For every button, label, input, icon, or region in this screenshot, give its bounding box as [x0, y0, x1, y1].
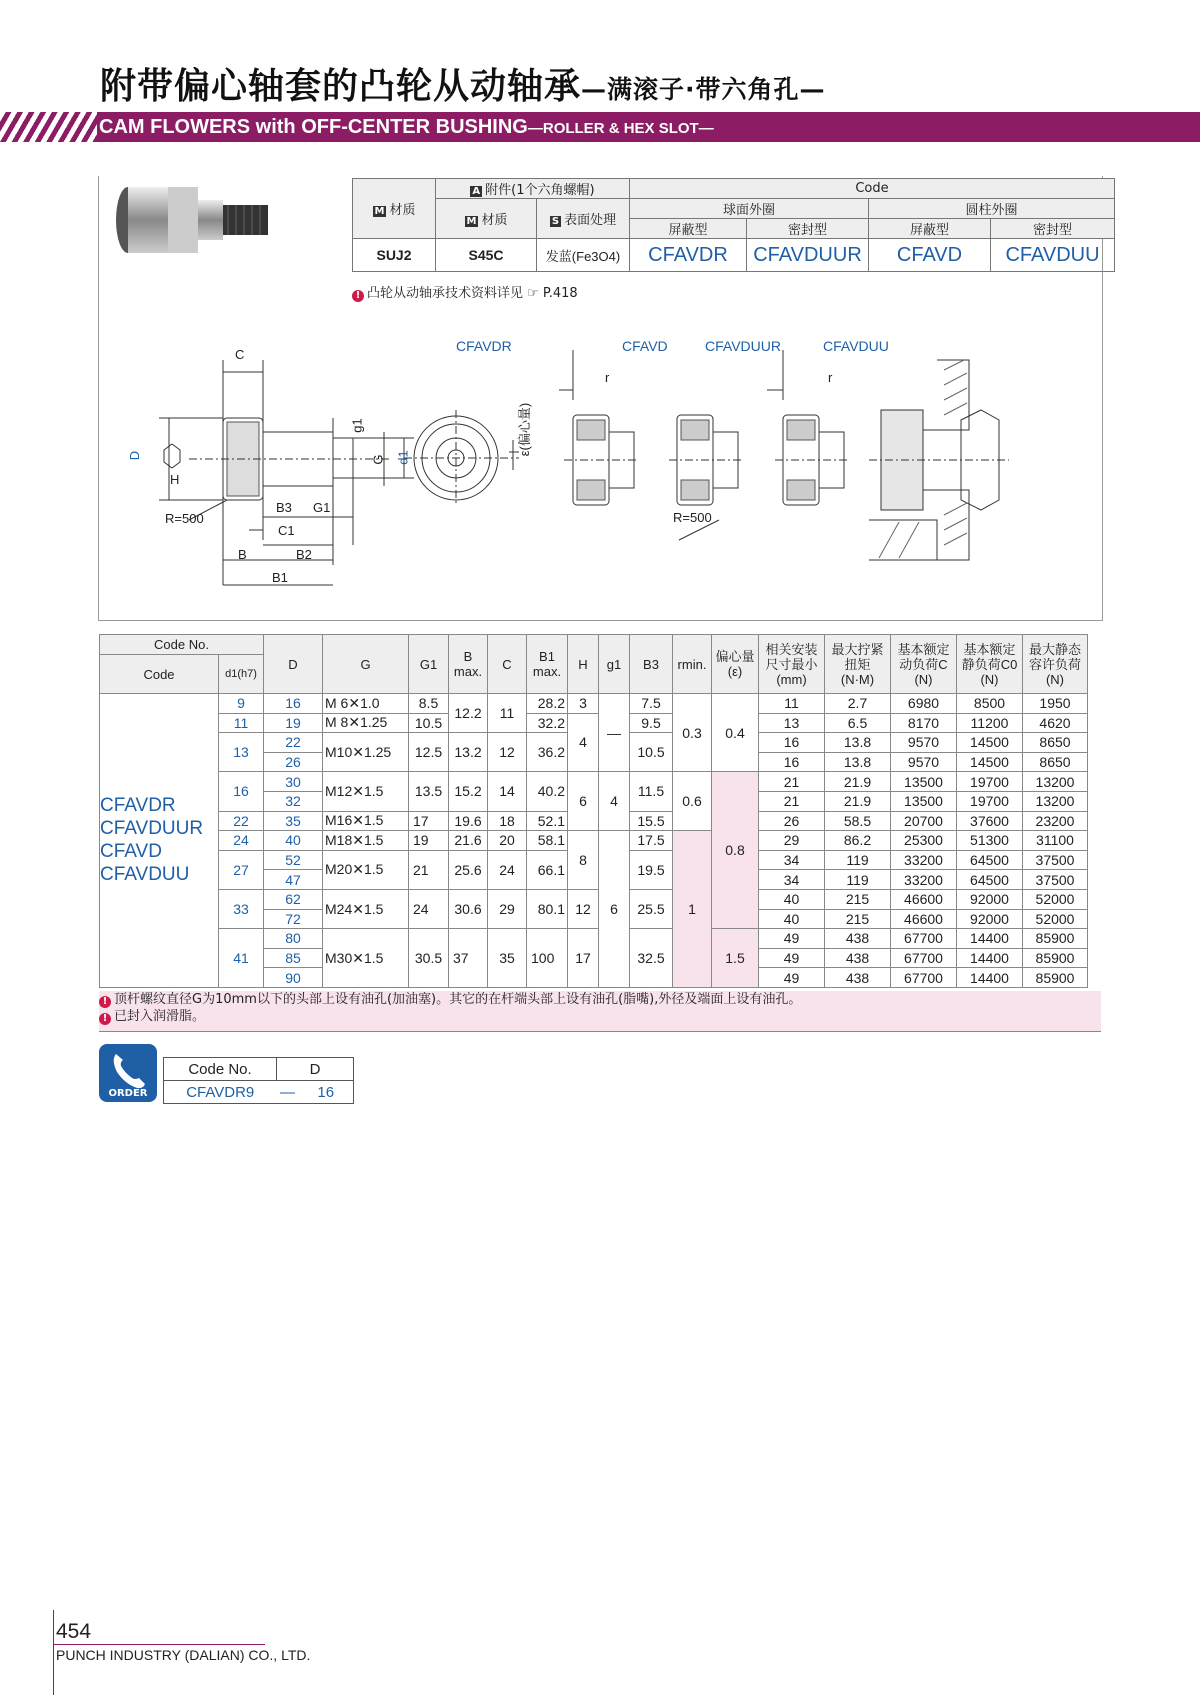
order-dash: — [277, 1081, 299, 1104]
company-name: PUNCH INDUSTRY (DALIAN) CO., LTD. [56, 1647, 311, 1663]
cell-torque: 438 [825, 968, 891, 988]
cell-b1: 28.2 [527, 694, 568, 714]
cell-b: 12.2 [449, 694, 488, 733]
cell-mount: 26 [759, 811, 825, 831]
cell-b: 19.6 [449, 811, 488, 831]
cell-b1: 52.1 [527, 811, 568, 831]
cell-dynamic: 8170 [891, 713, 957, 733]
cell-g1: 10.5 [409, 713, 449, 733]
cell-b: 21.6 [449, 831, 488, 851]
cell-b3: 25.5 [630, 889, 673, 928]
material-label: 材质 [389, 203, 416, 218]
cell-static: 64500 [957, 850, 1023, 870]
cell-b: 37 [449, 929, 488, 988]
order-h-d: D [277, 1058, 354, 1081]
cell-dynamic: 9570 [891, 733, 957, 753]
code-item: CFAVDR [100, 795, 176, 817]
cell-h: 17 [568, 929, 599, 988]
cell-d1: 9 [219, 694, 264, 714]
cell-torque: 119 [825, 850, 891, 870]
cell-static: 14400 [957, 968, 1023, 988]
th-torque: 最大拧紧 扭矩 (N·M) [825, 635, 891, 694]
attach-material-value: S45C [436, 239, 537, 272]
code-list [100, 694, 219, 988]
cell-h: 12 [568, 889, 599, 928]
order-table [163, 1057, 354, 1104]
dim-b3: B3 [276, 500, 292, 515]
dim-h: H [170, 472, 180, 487]
th-b: B max. [449, 635, 488, 694]
cell-d: 32 [264, 791, 323, 811]
cell-max-static: 85900 [1023, 968, 1088, 988]
cell-g1: 8.5 [409, 694, 449, 714]
dim-r-right: R=500 [673, 510, 712, 525]
technical-drawing [99, 340, 1099, 600]
cell-torque: 21.9 [825, 791, 891, 811]
code-item: CFAVD [100, 841, 162, 863]
code-cfavduu: CFAVDUU [991, 239, 1115, 272]
cell-d: 30 [264, 772, 323, 792]
diagram-label-cfavdr: CFAVDR [456, 338, 512, 354]
cell-dynamic: 67700 [891, 948, 957, 968]
tag-s: S [551, 216, 560, 227]
cell-c: 11 [488, 694, 527, 733]
th-dynamic: 基本额定 动负荷C (N) [891, 635, 957, 694]
code-cfavduur: CFAVDUUR [747, 239, 869, 272]
note-item [99, 991, 1101, 1008]
material-value: SUJ2 [353, 239, 436, 272]
title-en-main: CAM FLOWERS with OFF-CENTER BUSHING [99, 116, 528, 138]
title-en [99, 116, 714, 139]
cell-g1: 19 [409, 831, 449, 851]
dim-r-left: R=500 [165, 511, 204, 526]
attach-material-label: 材质 [481, 213, 508, 228]
cell-d1: 22 [219, 811, 264, 831]
cell-static: 11200 [957, 713, 1023, 733]
cell-max-static: 13200 [1023, 772, 1088, 792]
cell-static: 51300 [957, 831, 1023, 851]
surface-value: 发蓝(Fe3O4) [537, 239, 630, 272]
tag-m: M [374, 206, 385, 217]
cell-max-static: 8650 [1023, 752, 1088, 772]
cell-dynamic: 67700 [891, 968, 957, 988]
cell-max-static: 23200 [1023, 811, 1088, 831]
cell-g: M 6✕1.0 [323, 694, 409, 714]
code-item: CFAVDUU [100, 864, 190, 886]
cell-h: 6 [568, 772, 599, 831]
cell-b1: 80.1 [527, 889, 568, 928]
cell-mount: 40 [759, 889, 825, 909]
cell-g1: 24 [409, 889, 449, 928]
cell-b: 15.2 [449, 772, 488, 811]
cell-c: 20 [488, 831, 527, 851]
cell-max-static: 52000 [1023, 889, 1088, 909]
code-cfavdr: CFAVDR [630, 239, 747, 272]
order-label: ORDER [108, 1088, 148, 1099]
cell-eccentricity: 1.5 [712, 929, 759, 988]
cell-dynamic: 33200 [891, 850, 957, 870]
cell-g1-small: — [599, 694, 630, 772]
cell-d: 62 [264, 889, 323, 909]
th-code-no: Code No. [100, 635, 264, 655]
spec-table [99, 634, 1088, 988]
cell-d: 40 [264, 831, 323, 851]
cell-mount: 13 [759, 713, 825, 733]
cell-g1: 30.5 [409, 929, 449, 988]
cell-b: 13.2 [449, 733, 488, 772]
cell-mount: 29 [759, 831, 825, 851]
cell-d: 19 [264, 713, 323, 733]
dim-c1: C1 [278, 523, 295, 538]
dim-d: D [127, 450, 143, 461]
cell-rmin: 1 [673, 831, 712, 988]
cell-torque: 21.9 [825, 772, 891, 792]
diagram-label-cfavduur: CFAVDUUR [705, 338, 781, 354]
cell-dynamic: 46600 [891, 909, 957, 929]
alert-icon: ! [352, 290, 364, 302]
cell-b3: 32.5 [630, 929, 673, 988]
tag-a: A [472, 186, 481, 197]
th-d1: d1(h7) [219, 655, 264, 694]
cell-c: 14 [488, 772, 527, 811]
cell-static: 14500 [957, 752, 1023, 772]
th-rmin: rmin. [673, 635, 712, 694]
cell-mount: 49 [759, 929, 825, 949]
cell-mount: 16 [759, 733, 825, 753]
order-phone-icon [99, 1044, 157, 1102]
cell-c: 12 [488, 733, 527, 772]
cell-d: 22 [264, 733, 323, 753]
cell-mount: 40 [759, 909, 825, 929]
cell-static: 14400 [957, 948, 1023, 968]
cell-c: 29 [488, 889, 527, 928]
cell-d: 80 [264, 929, 323, 949]
material-table [352, 178, 1115, 272]
cell-h: 4 [568, 713, 599, 772]
th-h: H [568, 635, 599, 694]
cell-static: 19700 [957, 772, 1023, 792]
cell-d1: 16 [219, 772, 264, 811]
th-max-static: 最大静态 容许负荷 (N) [1023, 635, 1088, 694]
cell-max-static: 37500 [1023, 870, 1088, 890]
cell-dynamic: 9570 [891, 752, 957, 772]
th-static: 基本额定 静负荷C0 (N) [957, 635, 1023, 694]
cell-d: 85 [264, 948, 323, 968]
dim-b: B [238, 547, 247, 562]
cell-c: 35 [488, 929, 527, 988]
cell-d: 90 [264, 968, 323, 988]
cell-torque: 13.8 [825, 733, 891, 753]
dim-d1: d1 [395, 450, 411, 465]
reference-note-text: 凸轮从动轴承技术资料详见 ☞ P.418 [367, 286, 578, 301]
cell-d1: 24 [219, 831, 264, 851]
dim-r-2: r [828, 370, 833, 385]
cell-b3: 11.5 [630, 772, 673, 811]
cell-g: M 8✕1.25 [323, 713, 409, 733]
cell-h: 3 [568, 694, 599, 714]
reference-note [352, 282, 578, 302]
dim-g1: g1 [349, 418, 365, 433]
cell-max-static: 85900 [1023, 929, 1088, 949]
th-g1-small: g1 [599, 635, 630, 694]
th-b3: B3 [630, 635, 673, 694]
cell-dynamic: 20700 [891, 811, 957, 831]
cell-dynamic: 13500 [891, 791, 957, 811]
cell-d1: 41 [219, 929, 264, 988]
cell-b1: 58.1 [527, 831, 568, 851]
cell-max-static: 8650 [1023, 733, 1088, 753]
cell-eccentricity: 0.4 [712, 694, 759, 772]
dim-r-1: r [605, 370, 610, 385]
cell-g1-small: 4 [599, 772, 630, 831]
cell-mount: 11 [759, 694, 825, 714]
order-d-value: 16 [299, 1081, 354, 1104]
cell-max-static: 13200 [1023, 791, 1088, 811]
cell-g1: 21 [409, 850, 449, 889]
cell-mount: 21 [759, 791, 825, 811]
cell-torque: 119 [825, 870, 891, 890]
cell-d: 52 [264, 850, 323, 870]
cell-static: 92000 [957, 909, 1023, 929]
seal-type-1: 密封型 [747, 219, 869, 239]
cell-static: 19700 [957, 791, 1023, 811]
cell-b3: 15.5 [630, 811, 673, 831]
cell-torque: 6.5 [825, 713, 891, 733]
cell-d1: 33 [219, 889, 264, 928]
cell-g: M20✕1.5 [323, 850, 409, 889]
cell-g: M10✕1.25 [323, 733, 409, 772]
title-en-sub: —ROLLER & HEX SLOT— [527, 120, 714, 137]
cell-torque: 86.2 [825, 831, 891, 851]
cell-max-static: 85900 [1023, 948, 1088, 968]
cell-b3: 7.5 [630, 694, 673, 714]
product-photo [108, 180, 268, 260]
cell-c: 18 [488, 811, 527, 831]
cell-max-static: 4620 [1023, 713, 1088, 733]
page-title [100, 58, 826, 109]
cell-static: 37600 [957, 811, 1023, 831]
cell-b3: 9.5 [630, 713, 673, 733]
note-text: 已封入润滑脂。 [114, 1009, 206, 1024]
th-c: C [488, 635, 527, 694]
surface-label: 表面处理 [564, 213, 617, 228]
cell-static: 92000 [957, 889, 1023, 909]
cell-c: 24 [488, 850, 527, 889]
cell-d: 16 [264, 694, 323, 714]
th-d: D [264, 635, 323, 694]
cell-b: 30.6 [449, 889, 488, 928]
footer-line-horizontal [53, 1644, 265, 1645]
th-mount: 相关安装 尺寸最小 (mm) [759, 635, 825, 694]
dim-c: C [235, 347, 245, 362]
footer-line-vertical [53, 1610, 54, 1695]
cell-torque: 438 [825, 929, 891, 949]
cell-torque: 13.8 [825, 752, 891, 772]
cell-static: 14400 [957, 929, 1023, 949]
cell-b3: 19.5 [630, 850, 673, 889]
cell-max-static: 37500 [1023, 850, 1088, 870]
cell-b1: 40.2 [527, 772, 568, 811]
cell-eccentricity: 0.8 [712, 772, 759, 929]
cell-torque: 2.7 [825, 694, 891, 714]
cell-d: 35 [264, 811, 323, 831]
sphere-label: 球面外圈 [630, 199, 869, 219]
title-band [0, 112, 1200, 142]
dim-b2: B2 [296, 547, 312, 562]
cell-g1-small: 6 [599, 831, 630, 988]
tag-m2: M [466, 216, 477, 227]
cell-d1: 27 [219, 850, 264, 889]
cell-g: M12✕1.5 [323, 772, 409, 811]
shield-type-1: 屏蔽型 [630, 219, 747, 239]
cell-b: 25.6 [449, 850, 488, 889]
seal-type-2: 密封型 [991, 219, 1115, 239]
cell-dynamic: 33200 [891, 870, 957, 890]
shield-type-2: 屏蔽型 [869, 219, 991, 239]
cell-mount: 16 [759, 752, 825, 772]
cell-rmin: 0.3 [673, 694, 712, 772]
cell-static: 64500 [957, 870, 1023, 890]
cell-dynamic: 67700 [891, 929, 957, 949]
dim-b1: B1 [272, 570, 288, 585]
cell-g1: 12.5 [409, 733, 449, 772]
order-code-value: CFAVDR9 [164, 1081, 277, 1104]
cell-b3: 10.5 [630, 733, 673, 772]
cell-dynamic: 13500 [891, 772, 957, 792]
page-number: 454 [56, 1620, 92, 1643]
cell-d: 26 [264, 752, 323, 772]
cell-g1: 13.5 [409, 772, 449, 811]
cell-h: 8 [568, 831, 599, 890]
cell-g: M30✕1.5 [323, 929, 409, 988]
cell-b1: 32.2 [527, 713, 568, 733]
code-cfavd: CFAVD [869, 239, 991, 272]
title-cn: 附带偏心轴套的凸轮从动轴承 [100, 66, 582, 107]
cell-max-static: 1950 [1023, 694, 1088, 714]
cell-d: 72 [264, 909, 323, 929]
cell-b1: 36.2 [527, 733, 568, 772]
cell-max-static: 52000 [1023, 909, 1088, 929]
cell-static: 8500 [957, 694, 1023, 714]
band-stripes [0, 112, 100, 142]
spec-notes [99, 991, 1101, 1032]
cell-dynamic: 46600 [891, 889, 957, 909]
cell-rmin: 0.6 [673, 772, 712, 831]
diagram-label-cfavd: CFAVD [622, 338, 668, 354]
cell-static: 14500 [957, 733, 1023, 753]
th-b1: B1 max. [527, 635, 568, 694]
cell-torque: 215 [825, 909, 891, 929]
cell-mount: 21 [759, 772, 825, 792]
diagram-label-cfavduu: CFAVDUU [823, 338, 889, 354]
alert-icon: ! [99, 996, 111, 1008]
alert-icon: ! [99, 1013, 111, 1025]
attach-label: 附件(1个六角螺帽) [485, 183, 595, 198]
cell-torque: 215 [825, 889, 891, 909]
note-item [99, 1008, 1101, 1025]
cell-mount: 34 [759, 850, 825, 870]
cell-d1: 11 [219, 713, 264, 733]
th-code: Code [100, 655, 219, 694]
th-g1: G1 [409, 635, 449, 694]
cell-b3: 17.5 [630, 831, 673, 851]
dim-eccentricity: ε(偏心量) [517, 402, 533, 457]
cell-dynamic: 25300 [891, 831, 957, 851]
order-h-code: Code No. [164, 1058, 277, 1081]
title-cn-sub: —满滚子·带六角孔— [581, 75, 826, 104]
cylinder-label: 圆柱外圈 [869, 199, 1115, 219]
dim-g1-shaft: G1 [313, 500, 331, 515]
cell-g: M24✕1.5 [323, 889, 409, 928]
cell-g: M18✕1.5 [323, 831, 409, 851]
cell-mount: 49 [759, 948, 825, 968]
cell-dynamic: 6980 [891, 694, 957, 714]
code-header: Code [630, 179, 1115, 199]
cell-d: 47 [264, 870, 323, 890]
cell-torque: 58.5 [825, 811, 891, 831]
cell-b1: 66.1 [527, 850, 568, 889]
cell-torque: 438 [825, 948, 891, 968]
cell-mount: 49 [759, 968, 825, 988]
cell-mount: 34 [759, 870, 825, 890]
cell-g1: 17 [409, 811, 449, 831]
cell-g: M16✕1.5 [323, 811, 409, 831]
note-text: 顶杆螺纹直径G为10mm以下的头部上设有油孔(加油塞)。其它的在杆端头部上设有油孔(脂嘴),外径及端面上设有油孔。 [114, 992, 802, 1007]
th-g: G [323, 635, 409, 694]
cell-d1: 13 [219, 733, 264, 772]
th-eccentricity: 偏心量 (ε) [712, 635, 759, 694]
cell-b1: 100 [527, 929, 568, 988]
code-item: CFAVDUUR [100, 818, 204, 840]
cell-max-static: 31100 [1023, 831, 1088, 851]
dim-g: G [370, 454, 386, 465]
